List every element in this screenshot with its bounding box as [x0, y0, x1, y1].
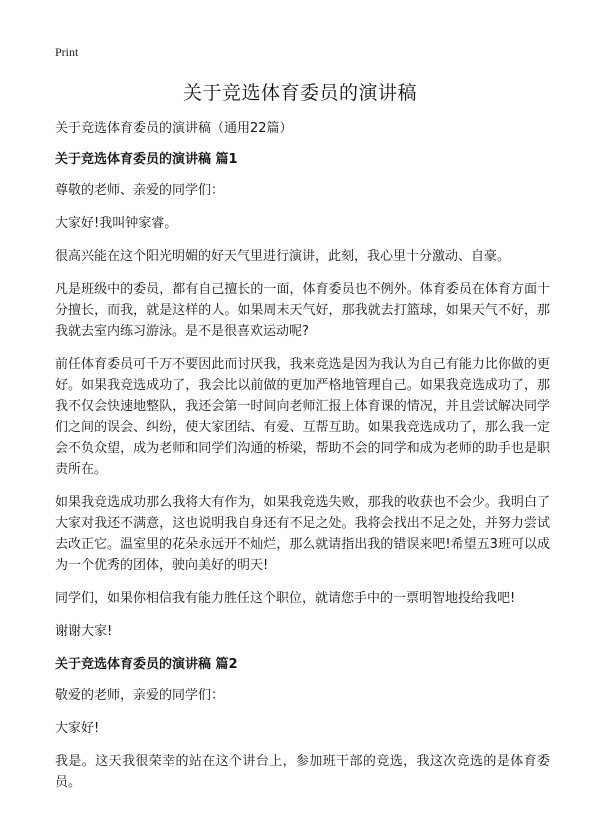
- section-2-paragraph: 敬爱的老师，亲爱的同学们：: [55, 688, 225, 703]
- section-2-paragraph: 我是。这天我很荣幸的站在这个讲台上，参加班干部的竞选，我这次竞选的是体育委员。: [55, 754, 550, 790]
- section-1-paragraph: 前任体育委员可千万不要因此而讨厌我，我来竞选是因为我认为自己有能力比你做的更好。如果我竞选成功了，我会比以前做的更加严格地管理自己。如果我竞选成功了，那我不仅会快速地整队，我还会第一时间向老师汇报上体育课的情况，并且尝试解决同学们之间的误会、纠纷，使大家团结、有爱、互帮互助。如果我竞选成功了，那么我一定会不负众望，成为老师和同学们沟通的桥梁，帮助不会的同学和成为老师的助手也是职责所在。: [55, 357, 550, 477]
- section-1-heading: 关于竞选体育委员的演讲稿 篇1: [55, 152, 238, 167]
- section-1-paragraph: 凡是班级中的委员，都有自己擅长的一面，体育委员也不例外。体育委员在体育方面十分擅长，而我，就是这样的人。如果周末天气好，那我就去打篮球，如果天气不好，那我就去室内练习游泳。是不是很喜欢运动呢?: [55, 282, 550, 339]
- page-title: 关于竞选体育委员的演讲稿: [182, 82, 417, 104]
- section-1-paragraph: 尊敬的老师、亲爱的同学们：: [55, 183, 225, 198]
- section-1-paragraph: 很高兴能在这个阳光明媚的好天气里进行演讲，此刻，我心里十分激动、自豪。: [55, 249, 511, 264]
- section-2-paragraph: 大家好!: [55, 721, 100, 736]
- section-1-paragraph: 大家好!我叫钟家睿。: [55, 216, 178, 231]
- section-1-paragraph: 谢谢大家!: [55, 624, 113, 639]
- document-body: [55, 118, 550, 805]
- document-subtitle: 关于竞选体育委员的演讲稿（通用22篇）: [55, 121, 293, 136]
- print-label[interactable]: Print: [55, 45, 79, 59]
- section-1-paragraph: 同学们，如果你相信我有能力胜任这个职位，就请您手中的一票明智地投给我吧!: [55, 591, 516, 606]
- section-2-heading: 关于竞选体育委员的演讲稿 篇2: [55, 657, 238, 672]
- section-1-paragraph: 如果我竞选成功那么我将大有作为，如果我竞选失败，那我的收获也不会少。我明白了大家对我还不满意，这也说明我自身还有不足之处。我将会找出不足之处，并努力尝试去改正它。温室里的花朵永远开不灿烂，那么就请指出我的错误来吧!希望五3班可以成为一个优秀的团体，驶向美好的明天!: [55, 495, 550, 573]
